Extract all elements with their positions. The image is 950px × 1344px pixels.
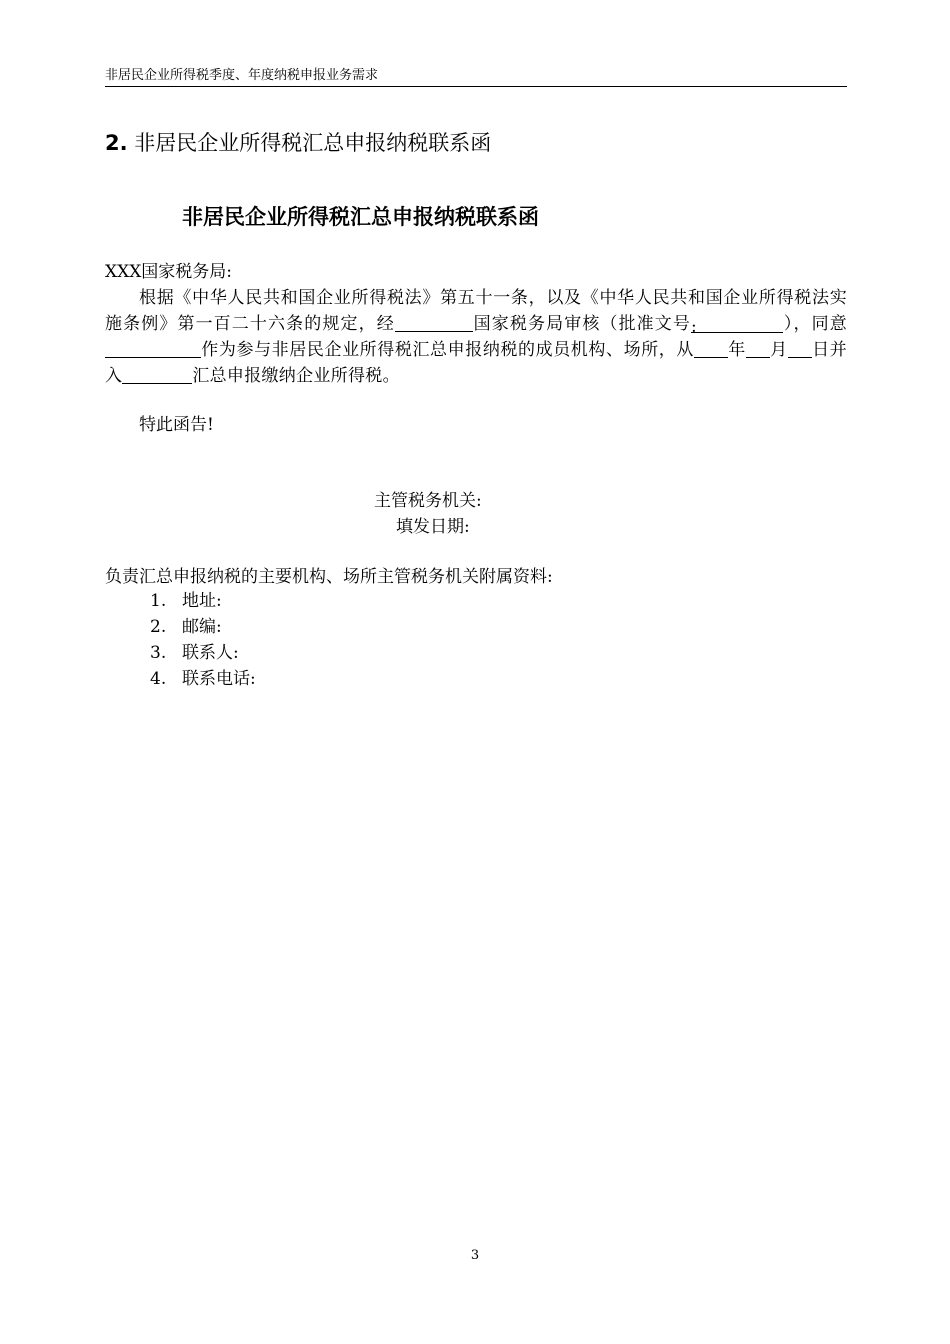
section-title: 非居民企业所得税汇总申报纳税联系函 xyxy=(134,131,492,155)
member-entity-blank[interactable] xyxy=(105,339,201,358)
signature-authority: 主管税务机关: xyxy=(374,491,482,511)
principal-entity-blank[interactable] xyxy=(122,365,192,384)
list-item xyxy=(150,640,256,666)
item-number: 1. xyxy=(150,591,167,611)
list-item xyxy=(150,666,256,692)
item-number: 2. xyxy=(150,617,167,637)
body-text-4: 作为参与非居民企业所得税汇总申报纳税的成员机构、场所，从 xyxy=(201,340,694,360)
item-label: 联系电话: xyxy=(182,669,256,689)
year-label: 年 xyxy=(727,340,746,360)
approval-number-blank[interactable] xyxy=(691,314,783,337)
list-item xyxy=(150,588,256,614)
year-blank[interactable] xyxy=(694,339,728,358)
body-text-5: 汇总申报缴纳企业所得税。 xyxy=(192,366,400,386)
body-text-3: ），同意 xyxy=(783,314,847,334)
page-header-text: 非居民企业所得税季度、年度纳税申报业务需求 xyxy=(105,68,379,83)
section-heading xyxy=(105,128,491,158)
item-number: 3. xyxy=(150,643,167,663)
page-header xyxy=(105,68,847,87)
day-label: 日并入 xyxy=(105,340,847,386)
attachment-list xyxy=(150,588,256,692)
letter-addressee: XXX国家税务局: xyxy=(105,262,233,282)
approving-bureau-blank[interactable] xyxy=(395,313,473,332)
month-label: 月 xyxy=(769,340,788,360)
body-text-2: 国家税务局审核（批准文号 xyxy=(472,314,692,334)
page-number: 3 xyxy=(470,1248,480,1263)
list-item xyxy=(150,614,256,640)
item-label: 邮编: xyxy=(182,617,222,637)
signature-date: 填发日期: xyxy=(396,517,470,537)
attachment-intro: 负责汇总申报纳税的主要机构、场所主管税务机关附属资料: xyxy=(105,567,553,587)
signature-block xyxy=(374,488,482,540)
item-label: 地址: xyxy=(182,591,222,611)
approval-colon: : xyxy=(691,317,698,337)
body-text-1: 根据《中华人民共和国企业所得税法》第五十一条，以及《中华人民共和国企业所得税法实施条例》第一百二十六条的规定，经 xyxy=(105,288,847,334)
section-number: 2. xyxy=(105,131,128,155)
item-label: 联系人: xyxy=(182,643,239,663)
month-blank[interactable] xyxy=(746,339,770,358)
letter-title: 非居民企业所得税汇总申报纳税联系函 xyxy=(182,205,539,229)
day-blank[interactable] xyxy=(788,339,812,358)
item-number: 4. xyxy=(150,669,167,689)
letter-closing: 特此函告! xyxy=(139,415,214,435)
letter-body xyxy=(105,285,847,389)
